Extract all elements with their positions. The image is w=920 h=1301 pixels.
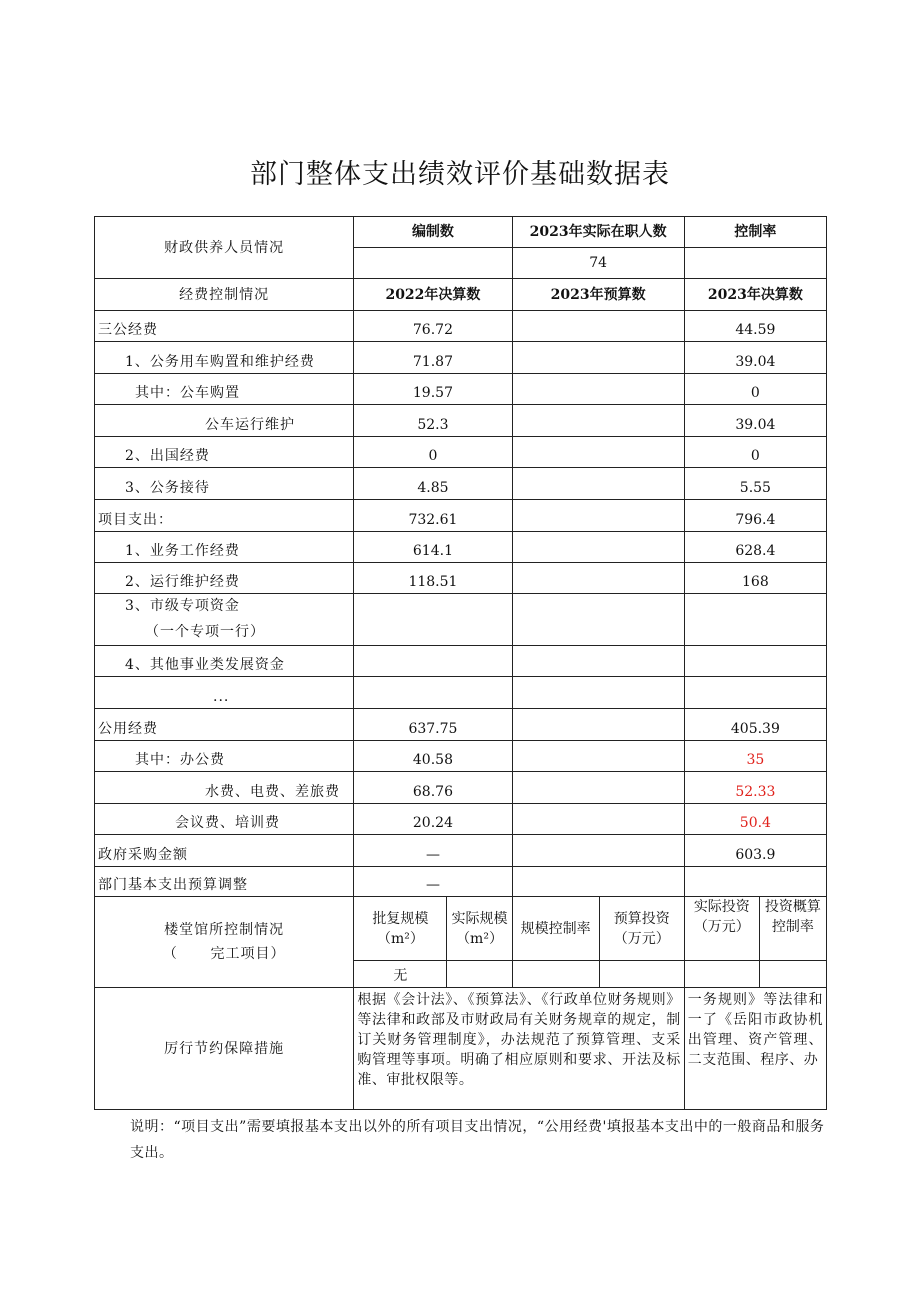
expense-row-label: 政府采购金额 [95, 835, 354, 867]
expense-row [95, 342, 827, 374]
expense-row [95, 804, 827, 835]
page-title: 部门整体支出绩效评价基础数据表 [250, 159, 670, 190]
expense-row [95, 311, 827, 342]
expense-value-2023: 168 [684, 563, 826, 594]
building-header-approved: 批复规模（m²） [354, 897, 447, 961]
expense-row-label: 三公经费 [95, 311, 354, 342]
expense-value-2022 [354, 677, 512, 709]
expense-value-2022 [354, 594, 512, 646]
expense-value-2023: 0 [684, 437, 826, 468]
expense-row [95, 532, 827, 563]
staff-header-row [95, 217, 827, 248]
expense-value-budget [512, 646, 684, 677]
expense-value-2023: 44.59 [684, 311, 826, 342]
expense-row-label: 会议费、培训费 [95, 804, 354, 835]
funding-label: 经费控制情况 [95, 279, 354, 311]
expense-value-budget [512, 867, 684, 897]
expense-value-2023: 628.4 [684, 532, 826, 563]
building-header-row [95, 897, 827, 961]
staff-value-quota [354, 248, 512, 279]
expense-value-2022: 19.57 [354, 374, 512, 405]
expense-value-budget [512, 374, 684, 405]
expense-row [95, 741, 827, 772]
measures-label: 厉行节约保障措施 [95, 988, 354, 1110]
expense-row [95, 646, 827, 677]
expense-value-2023 [684, 646, 826, 677]
expense-row [95, 468, 827, 500]
expense-value-2023: 796.4 [684, 500, 826, 532]
expense-value-budget [512, 500, 684, 532]
building-header-budget-invest: 预算投资（万元） [599, 897, 684, 961]
expense-value-2023: 39.04 [684, 405, 826, 437]
expense-row [95, 437, 827, 468]
expense-value-2023: 603.9 [684, 835, 826, 867]
building-value-approved: 无 [354, 961, 447, 988]
expense-value-2022: 20.24 [354, 804, 512, 835]
expense-row [95, 867, 827, 897]
expense-value-2022 [354, 646, 512, 677]
staff-header-actual: 2023年实际在职人数 [512, 217, 684, 248]
staff-value-actual: 74 [512, 248, 684, 279]
expense-row-label: 公车运行维护 [95, 405, 354, 437]
expense-row-label: 3、公务接待 [95, 468, 354, 500]
funding-header-row [95, 279, 827, 311]
expense-value-2023: 50.4 [684, 804, 826, 835]
measures-row [95, 988, 827, 1110]
expense-value-2022: 732.61 [354, 500, 512, 532]
expense-value-2022: 40.58 [354, 741, 512, 772]
expense-value-budget [512, 804, 684, 835]
building-header-scale-rate: 规模控制率 [512, 897, 599, 961]
expense-value-2022: 68.76 [354, 772, 512, 804]
expense-row [95, 709, 827, 741]
funding-header-2022: 2022年决算数 [354, 279, 512, 311]
funding-header-2023: 2023年决算数 [684, 279, 826, 311]
expense-row-label: 1、业务工作经费 [95, 532, 354, 563]
building-value-actual-invest [684, 961, 759, 988]
data-table [94, 216, 827, 1110]
building-sublabel: （ 完工项目） [162, 946, 286, 962]
expense-row-label [95, 594, 354, 646]
expense-value-2022: 118.51 [354, 563, 512, 594]
expense-value-2022: 71.87 [354, 342, 512, 374]
expense-row [95, 835, 827, 867]
footnote: 说明：“项目支出”需要填报基本支出以外的所有项目支出情况，“公用经费'填报基本支出中的一般商品和服务支出。 [130, 1119, 825, 1161]
expense-row-label: 部门基本支出预算调整 [95, 867, 354, 897]
expense-value-budget [512, 532, 684, 563]
staff-header-quota: 编制数 [354, 217, 512, 248]
expense-value-2023: 5.55 [684, 468, 826, 500]
building-label: 楼堂馆所控制情况 [164, 922, 285, 938]
expense-row [95, 405, 827, 437]
staff-label: 财政供养人员情况 [95, 217, 354, 279]
expense-row-label: 其中：公车购置 [95, 374, 354, 405]
expense-value-2022: — [354, 867, 512, 897]
building-label-cell [95, 897, 354, 988]
expense-value-budget [512, 741, 684, 772]
expense-row-label: 1、公务用车购置和维护经费 [95, 342, 354, 374]
expense-row-label: 水费、电费、差旅费 [95, 772, 354, 804]
measures-text-left: 根据《会计法》、《预算法》、《行政单位财务规则》等法律和政部及市财政局有关财务规章的规定，制订关财务管理制度》，办法规范了预算管理、支采购管理等事项。明确了相应原则和要求、开法及标准、审批权限等。 [354, 988, 684, 1110]
expense-value-2023: 39.04 [684, 342, 826, 374]
building-header-actual-invest: 实际投资（万元） [684, 897, 759, 961]
staff-header-rate: 控制率 [684, 217, 826, 248]
expense-value-budget [512, 709, 684, 741]
building-header-actual: 实际规模（m²） [447, 897, 512, 961]
expense-row-label: 其中：办公费 [95, 741, 354, 772]
expense-value-2023 [684, 867, 826, 897]
expense-value-budget [512, 835, 684, 867]
expense-value-2022: — [354, 835, 512, 867]
expense-value-budget [512, 677, 684, 709]
expense-value-2022: 76.72 [354, 311, 512, 342]
building-header-invest-rate: 投资概算控制率 [759, 897, 826, 961]
expense-row [95, 563, 827, 594]
expense-row [95, 594, 827, 646]
expense-row-label: 项目支出： [95, 500, 354, 532]
expense-row [95, 374, 827, 405]
expense-row-label: ... [95, 677, 354, 709]
building-value-scale-rate [512, 961, 599, 988]
expense-value-budget [512, 563, 684, 594]
expense-value-budget [512, 405, 684, 437]
expense-row-label: 2、运行维护经费 [95, 563, 354, 594]
expense-row-label: 4、其他事业类发展资金 [95, 646, 354, 677]
expense-value-2022: 637.75 [354, 709, 512, 741]
measures-text-right: 一务规则》等法律和一了《岳阳市政协机出管理、资产管理、二支范围、程序、办 [684, 988, 826, 1110]
expense-value-budget [512, 437, 684, 468]
expense-value-budget [512, 342, 684, 374]
expense-value-2022: 52.3 [354, 405, 512, 437]
expense-row [95, 677, 827, 709]
expense-row-label-main: 3、市级专项资金 [125, 598, 240, 614]
expense-value-2023: 52.33 [684, 772, 826, 804]
expense-row [95, 772, 827, 804]
expense-value-2023 [684, 677, 826, 709]
funding-header-budget: 2023年预算数 [512, 279, 684, 311]
expense-row-label: 2、出国经费 [95, 437, 354, 468]
expense-value-2022: 4.85 [354, 468, 512, 500]
staff-value-rate [684, 248, 826, 279]
expense-row-label: 公用经费 [95, 709, 354, 741]
expense-value-budget [512, 468, 684, 500]
expense-value-budget [512, 311, 684, 342]
expense-value-2023: 35 [684, 741, 826, 772]
expense-value-2022: 614.1 [354, 532, 512, 563]
building-value-actual [447, 961, 512, 988]
building-value-budget-invest [599, 961, 684, 988]
expense-value-budget [512, 772, 684, 804]
building-value-invest-rate [759, 961, 826, 988]
expense-value-2022: 0 [354, 437, 512, 468]
expense-row [95, 500, 827, 532]
expense-value-budget [512, 594, 684, 646]
expense-value-2023 [684, 594, 826, 646]
expense-row-sublabel: （一个专项一行） [145, 624, 265, 640]
expense-value-2023: 405.39 [684, 709, 826, 741]
expense-value-2023: 0 [684, 374, 826, 405]
